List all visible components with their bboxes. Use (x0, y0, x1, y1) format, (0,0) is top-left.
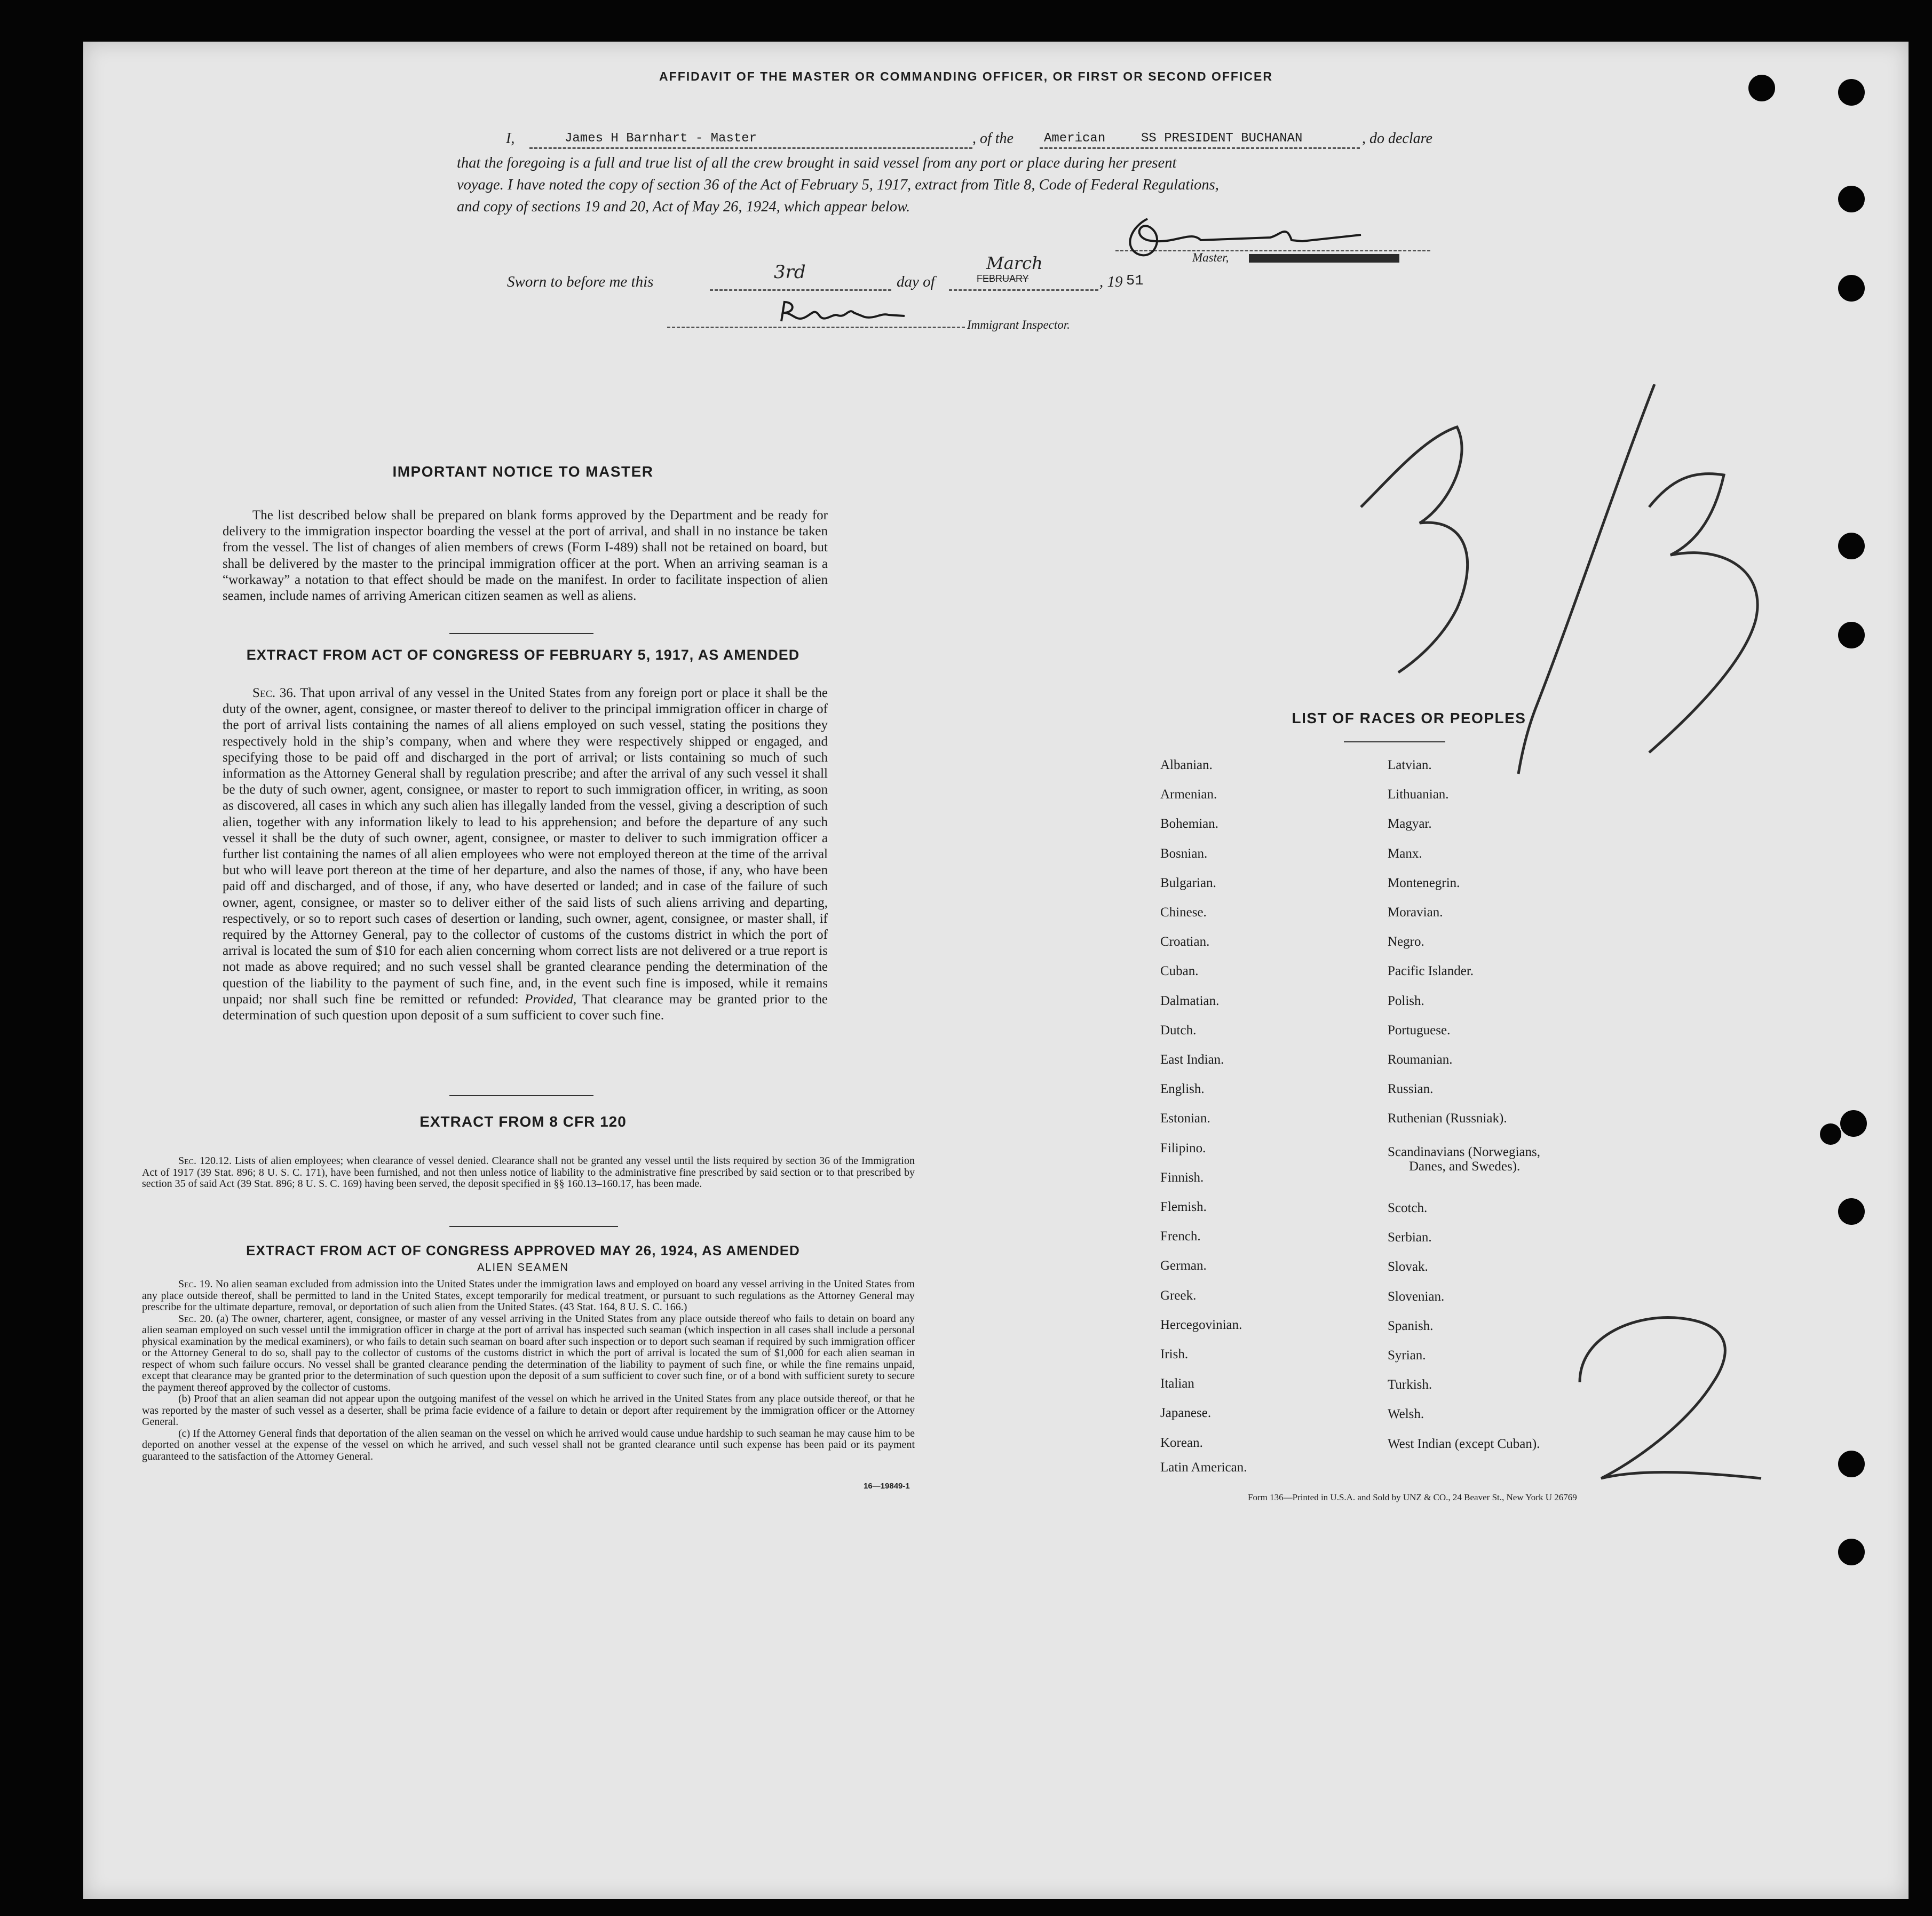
sec-19-text: No alien seaman excluded from admission into the United States under the immigration laws and employed on board any vessel arriving in the United States from any place outside thereof, shall be permitted to land in the United States, except temporarily for medical treatment, or pursuant to such regulations as the Attorney General may prescribe for the ultimate departure, removal, or deportation of such alien from the United States. (43 Stat. 164, 8 U. S. C. 166.) (142, 1278, 915, 1313)
binder-hole (1840, 1110, 1867, 1137)
race-item: Croatian. (1160, 935, 1210, 949)
race-item: Moravian. (1388, 905, 1443, 920)
race-item: Turkish. (1388, 1377, 1432, 1392)
notice-text: The list described below shall be prepared on blank forms approved by the Department and be ready for delivery to the immigration inspector boarding the vessel at the port of arrival, and shall in no instance be taken from the vessel. The list of changes of alien members of crews (Form I-489) shall not be retained on board, but shall be delivered by the master to the principal immigration officer at the port. When an arriving seaman is a “workaway” a notation to that effect should be made on the manifest. In order to facilitate inspection of alien seamen, include names of arriving American citizen seamen as well as aliens. (223, 508, 828, 604)
declaration-line-4: and copy of sections 19 and 20, Act of May 26, 1924, which appear below. (457, 199, 910, 215)
race-item: Italian (1160, 1376, 1194, 1391)
race-item: Magyar. (1388, 817, 1432, 831)
of-the-label: , of the (972, 130, 1013, 147)
race-item: Syrian. (1388, 1348, 1426, 1363)
master-name-value: James H Barnhart - Master (565, 131, 757, 146)
race-item: Montenegrin. (1388, 876, 1460, 890)
binder-hole (1838, 275, 1865, 302)
race-item: Danes, and Swedes). (1409, 1159, 1521, 1174)
handwritten-page-mark (1350, 384, 1831, 822)
race-item: Greek. (1160, 1288, 1197, 1303)
master-label: Master, (1192, 251, 1229, 264)
sec-36-text: That upon arrival of any vessel in the United States from any foreign port or place it shall be the duty of the owner, agent, consignee, or master thereof to deliver to the principal immigration officer in charge of the port of arrival lists containing the names of all aliens employed on such vessel, stating the positions they respectively hold in the ship’s company, when and where they were respectively shipped or engaged, and specifying those to be paid off and discharged in the port of arrival; or lists containing so much of such information as the Attorney General shall by regulation prescribe; and after the arrival of any such vessel it shall be the duty of such owner, agent, consignee, or master to report to such immigration officer, in writing, as soon as discovered, all cases in which any such alien has illegally landed from the vessel, giving a description of such alien, together with any information likely to lead to his apprehension; and before the departure of any such vessel it shall be the duty of such owner, agent, consignee, or master to deliver to such immigration officer a further list containing the names of all alien employees who were not employed thereon at the time of the arrival but who will leave port thereon at the time of her departure, and also the names of those, if any, who have been paid off and discharged, and of those, if any, who have deserted or landed; and in case of the failure of such owner, agent, consignee, or master so to deliver either of the said lists of such aliens arriving and departing, respectively, or so to report such cases of desertion or landing, such owner, agent, consignee, or master shall, if required by the Attorney General, pay to the collector of customs of the customs district in which the port of arrival is located the sum of $10 for each alien concerning whom correct lists are not delivered or a true report is not made as above required; and no such vessel shall be granted clearance pending the determination of the question of the liability to the payment of such fine, and, in the event such fine is imposed, while it remains unpaid; nor shall such fine be remitted or refunded: (223, 686, 828, 1007)
race-item: Albanian. (1160, 758, 1213, 772)
form-code: 16—19849-1 (864, 1482, 910, 1491)
extract-cfr-title: EXTRACT FROM 8 CFR 120 (419, 1113, 627, 1130)
race-item: Spanish. (1388, 1319, 1434, 1333)
master-signature (1110, 208, 1409, 272)
nationality-value: American (1044, 131, 1106, 146)
month-written-value: March (986, 253, 1043, 273)
race-item: Filipino. (1160, 1141, 1206, 1155)
race-item: Scotch. (1388, 1201, 1428, 1215)
provided-label: Provided, (525, 992, 577, 1007)
race-item: Estonian. (1160, 1111, 1210, 1126)
handwritten-number (1569, 1302, 1793, 1505)
race-item: West Indian (except Cuban). (1388, 1437, 1540, 1451)
sec-19-label: Sec. 19. (178, 1278, 213, 1290)
race-item: Chinese. (1160, 905, 1207, 920)
race-item: Dutch. (1160, 1023, 1197, 1038)
race-item: Latvian. (1388, 758, 1432, 772)
sec-20c-paragraph: (c) If the Attorney General finds that deportation of the alien seaman on the vessel on which he arrived would cause undue hardship to such seaman he may cause him to be deported on another vessel at the expense of the vessel on which he arrived, and such vessel shall not be granted clearance until such expense has been paid or its payment guaranteed to the satisfaction of the Attorney General. (142, 1427, 915, 1462)
declaration-line-2: that the foregoing is a full and true list of all the crew brought in said vessel from any port or place during her present (457, 155, 1177, 171)
affidavit-title: AFFIDAVIT OF THE MASTER OR COMMANDING OFFICER, OR FIRST OR SECOND OFFICER (659, 69, 1273, 83)
notice-title: IMPORTANT NOTICE TO MASTER (392, 463, 654, 480)
inspector-signature (774, 297, 945, 329)
sec-120-text: Lists of alien employees; when clearance of vessel denied. Clearance shall not be granted any vessel until the lists required by section 36 of the Immigration Act of 1917 (39 Stat. 896; 8 U. S. C. 171), have been furnished, and not then unless notice of liability to the administrative fine prescribed by said section or to that prescribed by section 35 of said Act (39 Stat. 896; 8 U. S. C. 169) having been served, the deposit specified in §§ 160.13–160.17, has been made. (142, 1155, 915, 1190)
race-item: Ruthenian (Russniak). (1388, 1111, 1507, 1126)
race-item: Dalmatian. (1160, 994, 1220, 1008)
sec-36-text-end: That clearance may be granted prior to the determination of such question upon deposit of a sum sufficient to cover such fine. (223, 992, 828, 1023)
section-divider (449, 1226, 618, 1227)
sec-20-label: Sec. 20. (178, 1312, 213, 1325)
race-item: Lithuanian. (1388, 787, 1449, 802)
binder-hole (1820, 1123, 1841, 1145)
race-item: Negro. (1388, 935, 1424, 949)
month-struck-value: FEBRUARY (977, 273, 1029, 284)
sec-20b-paragraph: (b) Proof that an alien seaman did not appear upon the outgoing manifest of the vessel on which he arrived in the United States from any place outside thereof, or that he was reported by the master of such vessel as a deserter, shall be prima facie evidence of a failure to detain or deport after requirement by the immigration officer or the Attorney General. (142, 1393, 915, 1428)
extract-1924-body (142, 1279, 915, 1462)
race-item: Flemish. (1160, 1200, 1207, 1214)
races-title-underline (1344, 741, 1445, 742)
binder-hole (1838, 533, 1865, 559)
sec-36-label: Sec. 36. (252, 686, 297, 700)
extract-1917-title: EXTRACT FROM ACT OF CONGRESS OF FEBRUARY 5, 1917, AS AMENDED (246, 647, 800, 663)
sworn-day-value: 3rd (774, 262, 806, 283)
race-item: German. (1160, 1258, 1207, 1273)
declaration-prefix: I, (506, 130, 515, 147)
race-item: East Indian. (1160, 1052, 1224, 1067)
vessel-field (1040, 131, 1360, 149)
sec-120-label: Sec. 120.12. (178, 1155, 232, 1167)
races-title: LIST OF RACES OR PEOPLES (1292, 710, 1526, 726)
race-item: Korean. (1160, 1436, 1203, 1450)
race-item: Bosnian. (1160, 846, 1208, 861)
race-item: Pacific Islander. (1388, 964, 1474, 978)
do-declare-label: , do declare (1362, 130, 1432, 147)
race-item: Finnish. (1160, 1170, 1204, 1185)
binder-hole (1838, 1451, 1865, 1477)
race-item: Manx. (1388, 846, 1422, 861)
race-item: Bohemian. (1160, 817, 1219, 831)
race-item: Bulgarian. (1160, 876, 1216, 890)
section-divider (449, 1095, 593, 1096)
race-item: Slovak. (1388, 1260, 1428, 1274)
race-item: Latin American. (1160, 1460, 1247, 1475)
binder-hole (1838, 1539, 1865, 1565)
inspector-label: Immigrant Inspector. (967, 318, 1070, 331)
race-item: Welsh. (1388, 1407, 1424, 1421)
binder-hole (1838, 186, 1865, 212)
year-label: , 19 (1099, 273, 1123, 290)
race-item: Portuguese. (1388, 1023, 1451, 1038)
extract-cfr-body (142, 1155, 915, 1190)
race-item: Irish. (1160, 1347, 1189, 1361)
sworn-day-field (710, 262, 891, 291)
master-name-field (529, 131, 972, 149)
vessel-name-value: SS PRESIDENT BUCHANAN (1141, 131, 1303, 146)
race-item: Scandinavians (Norwegians, (1388, 1145, 1541, 1159)
race-item: Russian. (1388, 1082, 1434, 1096)
sec-20a-paragraph (142, 1313, 915, 1394)
notice-body (223, 508, 828, 604)
day-of-label: day of (897, 273, 935, 290)
sec-20a-text: (a) The owner, charterer, agent, consignee, or master of any vessel arriving in the United States from any place outside thereof who fails to detain on board any alien seaman employed on such vessel until the immigration officer in charge at the port of arrival has inspected such seaman (which inspection in all cases shall include a personal physical examination by the medical examiners), or who fails to detain such seaman on board after such inspection or to deport such seaman if required by such immigration officer or the Attorney General to do so, shall pay to the collector of customs of the customs district in which the port of arrival is located the sum of $1,000 for each alien seaman in respect of whom such failure occurs. No vessel shall be granted clearance pending the determination of the liability to payment of such fine, or while the fine remains unpaid, except that clearance may be granted prior to the determination of such question upon the deposit of a sum sufficient to cover such fine, or of a bond with sufficient surety to secure the payment thereof approved by the collector of customs. (142, 1312, 915, 1394)
extract-1924-title: EXTRACT FROM ACT OF CONGRESS APPROVED MAY 26, 1924, AS AMENDED (246, 1242, 800, 1258)
binder-hole (1838, 622, 1865, 648)
race-item: Hercegovinian. (1160, 1318, 1242, 1332)
race-item: Japanese. (1160, 1406, 1212, 1420)
race-item: Polish. (1388, 994, 1424, 1008)
sec-19-paragraph (142, 1279, 915, 1313)
struck-title-text (1249, 254, 1399, 263)
race-item: Slovenian. (1388, 1289, 1445, 1304)
sworn-month-field (949, 253, 1098, 291)
race-item: Cuban. (1160, 964, 1199, 978)
form-footer: Form 136—Printed in U.S.A. and Sold by UNZ & CO., 24 Beaver St., New York U 26769 (1248, 1492, 1577, 1502)
binder-hole (1838, 1198, 1865, 1225)
extract-1917-body (223, 685, 828, 1024)
race-item: English. (1160, 1082, 1205, 1096)
race-item: French. (1160, 1229, 1201, 1244)
race-item: Roumanian. (1388, 1052, 1453, 1067)
year-value: 51 (1126, 273, 1144, 289)
section-divider (449, 633, 593, 634)
race-item: Serbian. (1388, 1230, 1432, 1245)
declaration-line-3: voyage. I have noted the copy of section 36 of the Act of February 5, 1917, extract from Title 8, Code of Federal Regulations, (457, 177, 1219, 193)
race-item: Armenian. (1160, 787, 1217, 802)
alien-seamen-subtitle: ALIEN SEAMEN (477, 1262, 569, 1273)
sworn-label: Sworn to before me this (507, 273, 654, 290)
